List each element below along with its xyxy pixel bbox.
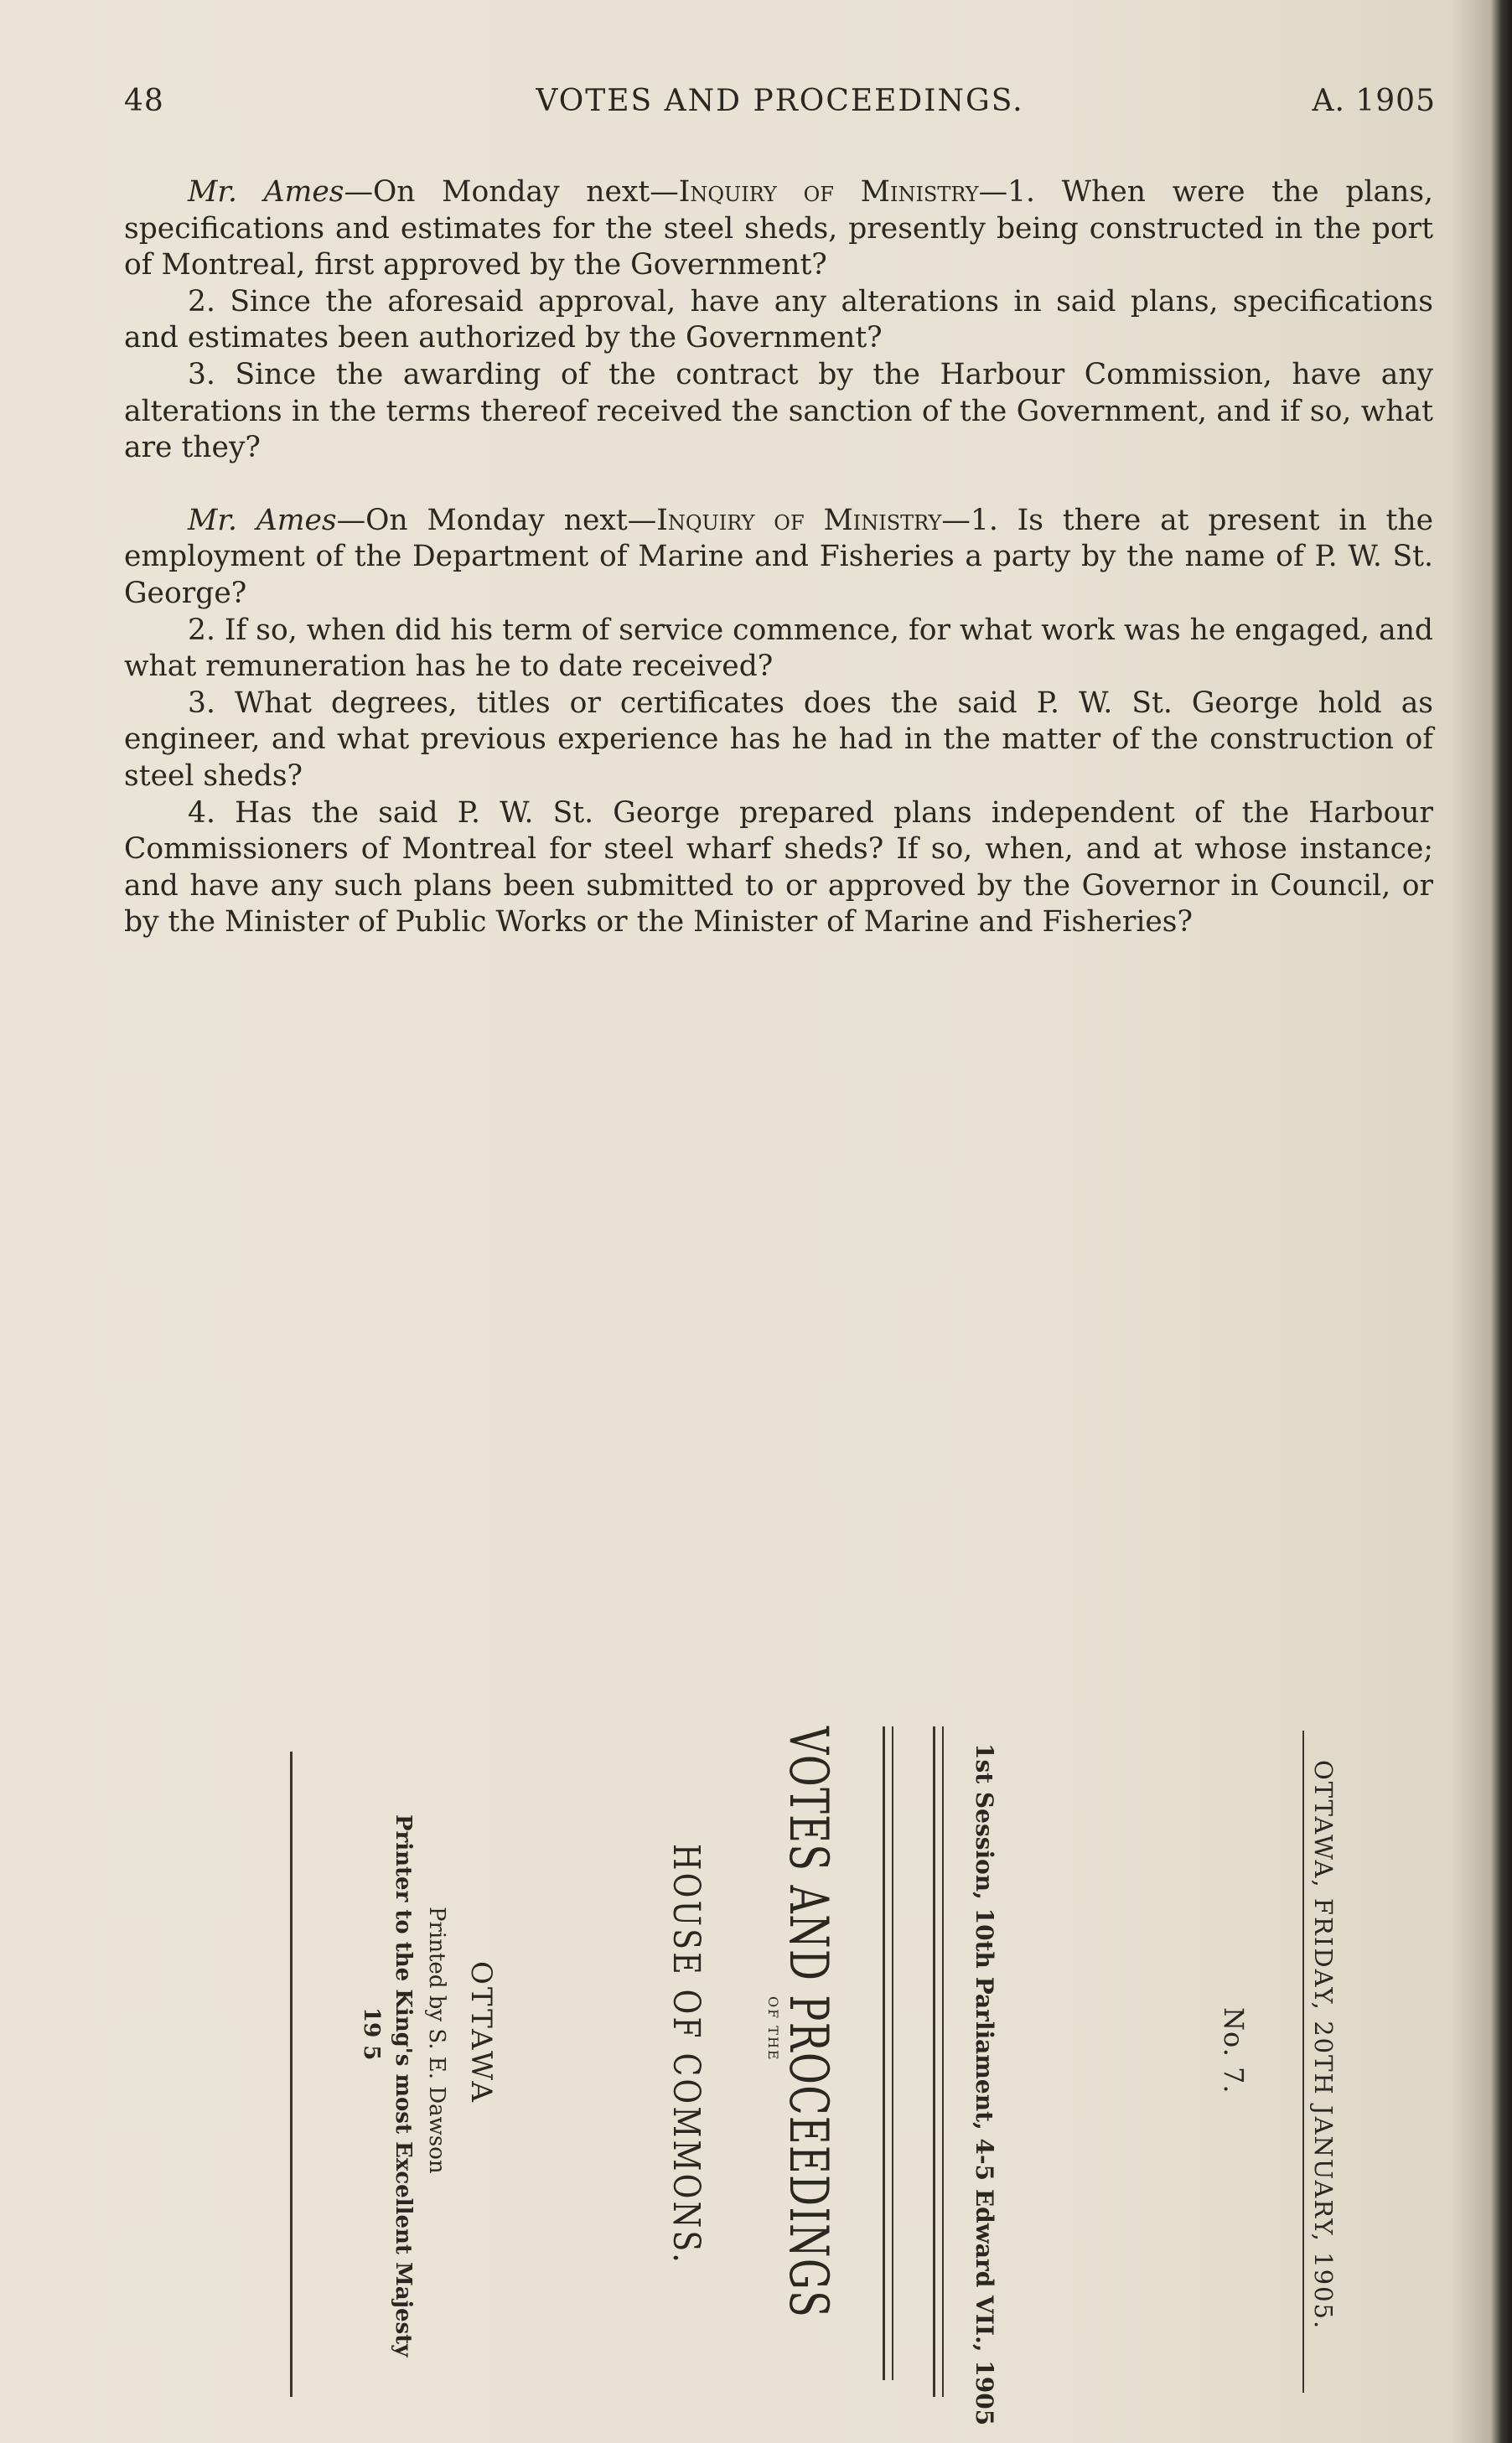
rule bbox=[892, 1726, 893, 2380]
inquiry-label: Inquiry of Ministry bbox=[678, 175, 979, 209]
paragraph: Mr. Ames—On Monday next—Inquiry of Ministry—1. Is there at present in the employment of the Department of Marine and Fisheries a party by the name of P. W. St. George? bbox=[124, 503, 1434, 610]
rotated-cover-block bbox=[80, 1718, 1338, 2430]
cover-date: OTTAWA, FRIDAY, 20TH JANUARY, 1905. bbox=[1309, 1760, 1338, 2331]
cover-house: HOUSE OF COMMONS. bbox=[665, 1844, 707, 2265]
rule bbox=[290, 1752, 293, 2397]
paragraph: 3. Since the awarding of the contract by the Harbour Commission, have any alterations in the terms thereof received the sanction of the Government, and if so, what are they? bbox=[124, 357, 1433, 465]
page-number: 48 bbox=[124, 84, 164, 118]
inquiry-label: Inquiry of Ministry bbox=[656, 503, 942, 537]
cover-number: No. 7. bbox=[1218, 2007, 1250, 2094]
page-header bbox=[124, 84, 1436, 134]
running-title: VOTES AND PROCEEDINGS. bbox=[536, 84, 1024, 118]
rule bbox=[942, 1726, 944, 2397]
cover-printer-title: Printer to the King's most Excellent Majesty bbox=[391, 1814, 416, 2358]
year-label: A. 1905 bbox=[1312, 84, 1436, 118]
cover-session: 1st Session, 10th Parliament, 4-5 Edward VII., 1905 bbox=[971, 1743, 998, 2426]
paragraph: Mr. Ames—On Monday next—Inquiry of Ministry—1. When were the plans, specifications and estimates for the steel sheds, presently being constructed in the port of Montreal, first approved by the Government? bbox=[124, 175, 1433, 282]
rule bbox=[1302, 1731, 1304, 2393]
cover-title: VOTES AND PROCEEDINGS bbox=[777, 1726, 839, 2319]
paragraph: 4. Has the said P. W. St. George prepared plans independent of the Harbour Commissioners of Montreal for steel wharf sheds? If so, when, and at whose instance; and have any such plans been submitted to or approved by the Governor in Council, or by the Minister of Public Works or the Minister of Marine and Fisheries? bbox=[124, 795, 1433, 939]
paragraph: 2. If so, when did his term of service commence, for what work was he engaged, and what remuneration has he to date received? bbox=[124, 613, 1433, 684]
cover-city: OTTAWA bbox=[464, 1961, 498, 2104]
cover-printed-by: Printed by S. E. Dawson bbox=[424, 1907, 449, 2174]
paragraph: 3. What degrees, titles or certificates does the said P. W. St. George hold as engineer, and what previous experience has he had in the matter of the construction of steel sheds? bbox=[124, 686, 1433, 793]
rule bbox=[933, 1726, 935, 2397]
inquiry-entry-2 bbox=[124, 503, 1433, 941]
speaker-name: Mr. Ames bbox=[188, 503, 337, 537]
speaker-name: Mr. Ames bbox=[188, 175, 344, 209]
paragraph: 2. Since the aforesaid approval, have any alterations in said plans, specifications and estimates been authorized by the Government? bbox=[124, 284, 1433, 355]
cover-print-year: 19 5 bbox=[359, 2007, 384, 2061]
rule bbox=[883, 1726, 885, 2380]
cover-of-the: OF THE bbox=[765, 1996, 781, 2062]
document-body bbox=[124, 174, 1433, 977]
inquiry-entry-1 bbox=[124, 174, 1433, 467]
